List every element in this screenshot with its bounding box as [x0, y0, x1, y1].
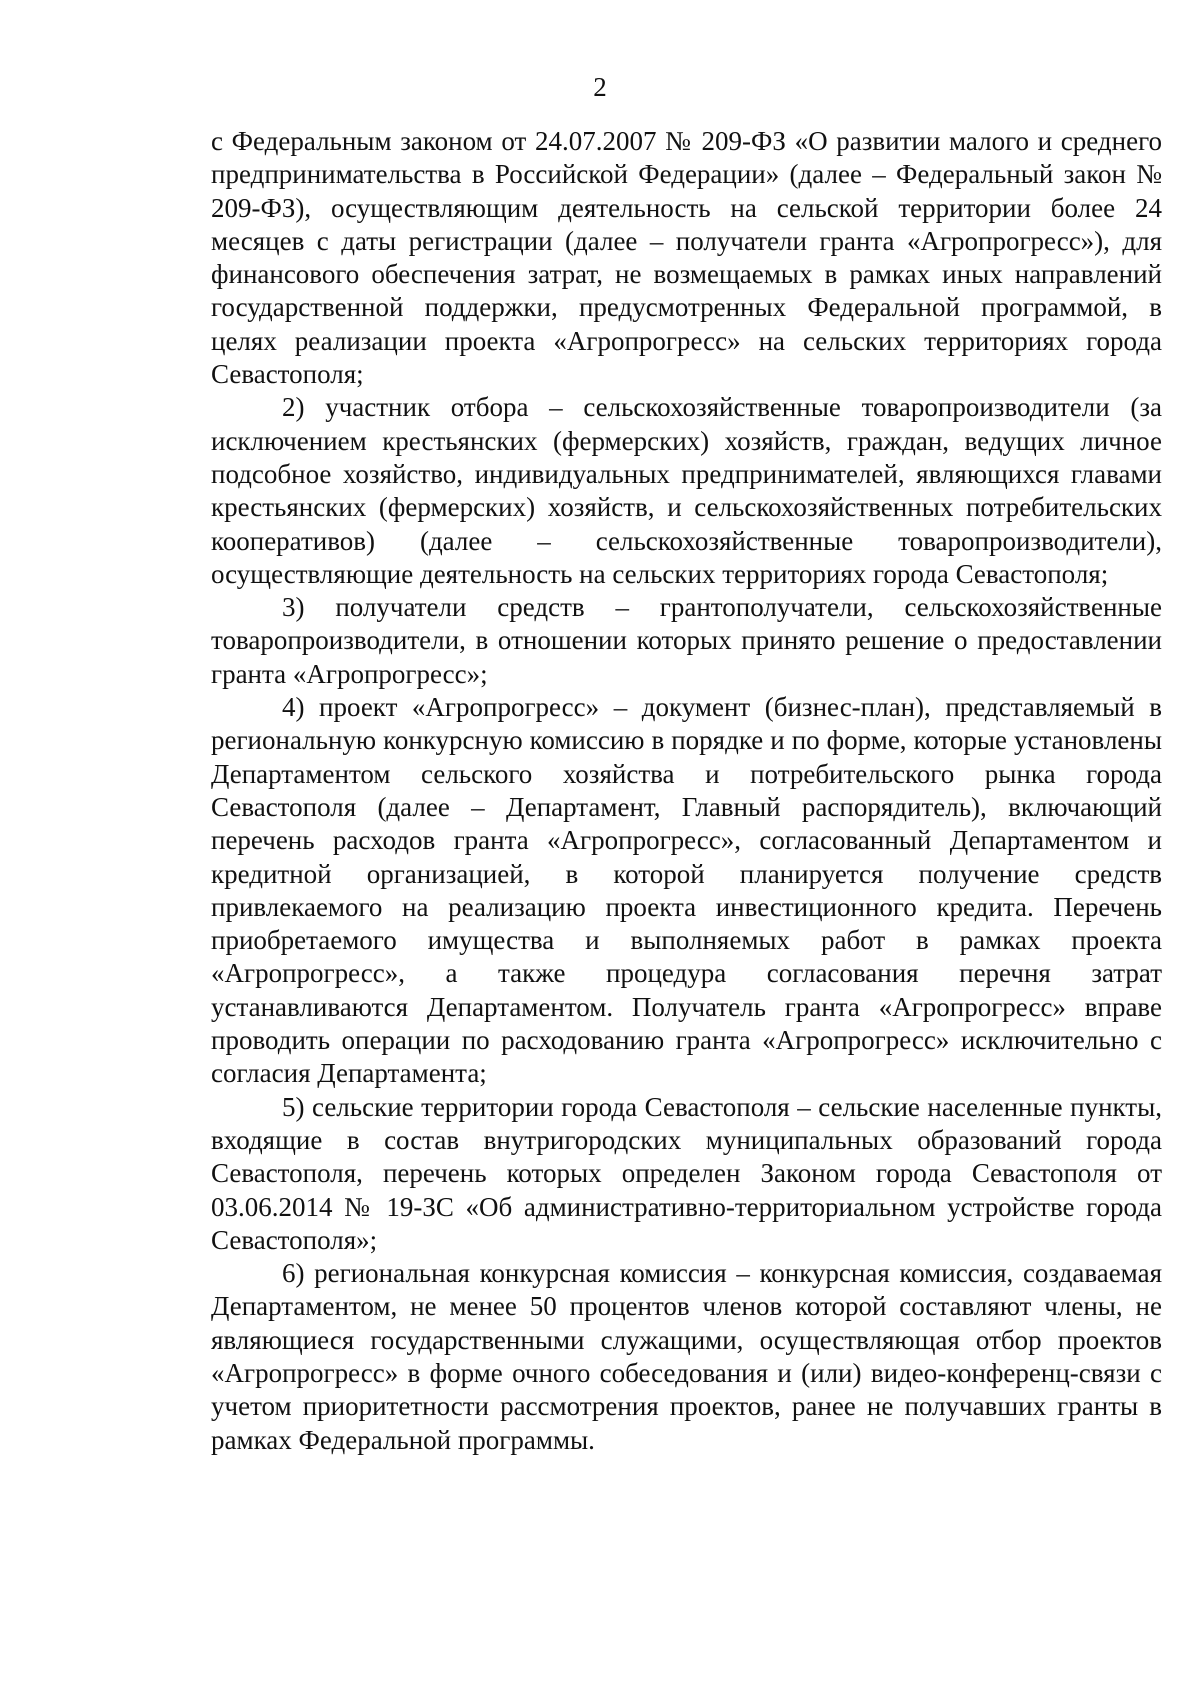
paragraph-item-4: 4) проект «Агропрогресс» – документ (бизнес-план), представляемый в региональную конкурсную комиссию в порядке и по форме, которые установлены Департаментом сельского хозяйства и потребительского рынка города Севастополя (далее – Департамент, Главный распорядитель), включающий перечень расходов гранта «Агропрогресс», согласованный Департаментом и кредитной организацией, в которой планируется получение средств привлекаемого на реализацию проекта инвестиционного кредита. Перечень приобретаемого имущества и выполняемых работ в рамках проекта «Агропрогресс», а также процедура согласования перечня затрат устанавливаются Департаментом. Получатель гранта «Агропрогресс» вправе проводить операции по расходованию гранта «Агропрогресс» исключительно с согласия Департамента; [211, 692, 1162, 1089]
paragraph-item-5: 5) сельские территории города Севастополя – сельские населенные пункты, входящие в состав внутригородских муниципальных образований города Севастополя, перечень которых определен Законом города Севастополя от 03.06.2014 № 19-ЗС «Об административно-территориальном устройстве города Севастополя»; [211, 1091, 1162, 1255]
paragraph-continuation: с Федеральным законом от 24.07.2007 № 209-ФЗ «О развитии малого и среднего предпринимательства в Российской Федерации» (далее – Федеральный закон № 209-ФЗ), осуществляющим деятельность на сельской территории более 24 месяцев с даты регистрации (далее – получатели гранта «Агропрогресс»), для финансового обеспечения затрат, не возмещаемых в рамках иных направлений государственной поддержки, предусмотренных Федеральной программой, в целях реализации проекта «Агропрогресс» на сельских территориях города Севастополя; [211, 126, 1162, 390]
paragraph-item-6: 6) региональная конкурсная комиссия – конкурсная комиссия, создаваемая Департаментом, не менее 50 процентов членов которой составляют члены, не являющиеся государственными служащими, осуществляющая отбор проектов «Агропрогресс» в форме очного собеседования и (или) видео-конференц-связи с учетом приоритетности рассмотрения проектов, ранее не получавших гранты в рамках Федеральной программы. [211, 1258, 1162, 1455]
document-body [211, 125, 1162, 1457]
paragraph-item-2: 2) участник отбора – сельскохозяйственные товаропроизводители (за исключением крестьянских (фермерских) хозяйств, граждан, ведущих личное подсобное хозяйство, индивидуальных предпринимателей, являющихся главами крестьянских (фермерских) хозяйств, и сельскохозяйственных потребительских кооперативов) (далее – сельскохозяйственные товаропроизводители), осуществляющие деятельность на сельских территориях города Севастополя; [211, 392, 1162, 589]
paragraph-item-3: 3) получатели средств – грантополучатели, сельскохозяйственные товаропроизводители, в отношении которых принято решение о предоставлении гранта «Агропрогресс»; [211, 592, 1162, 689]
page-number: 2 [593, 72, 607, 102]
